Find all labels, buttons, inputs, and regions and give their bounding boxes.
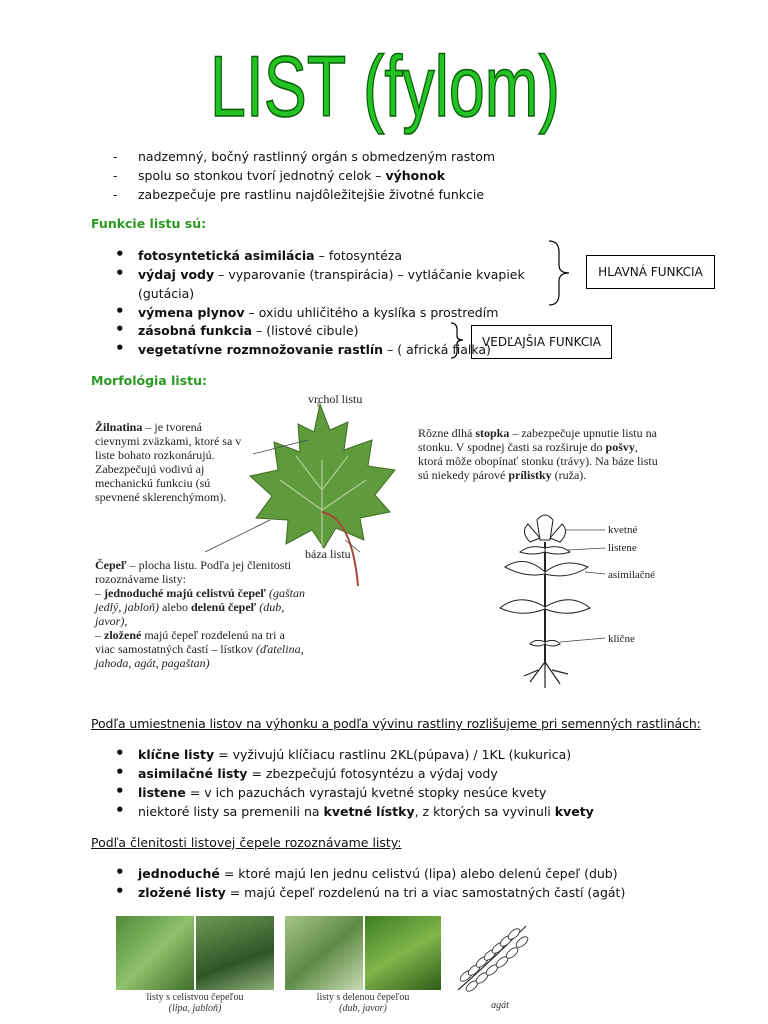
function-item: • výmena plynov – oxidu uhličitého a kyslíka s prostredím — [113, 303, 563, 322]
photo-lipa — [116, 916, 194, 990]
agat-leaf-drawing — [452, 920, 532, 996]
figure-text-stopka: Rôzne dlhá stopka – zabezpečuje upnutie listu na stonku. V spodnej časti sa rozširuje do pošvy, ktorá môže obopínať stonku (trávy). Na báze listu sú niekedy párové prílistky (ruža). — [418, 426, 658, 482]
position-item: • klíčne listy = vyživujú klíčiacu rastlinu 2KL(púpava) / 1KL (kukurica) — [113, 745, 673, 764]
main-functions-list — [113, 246, 563, 322]
caption-delena: listy s delenou čepeľou (dub, javor) — [316, 992, 410, 1014]
intro-item: - spolu so stonkou tvorí jednotný celok – výhonok — [113, 166, 673, 185]
position-heading: Podľa umiestnenia listov na výhonku a podľa vývinu rastliny rozlišujeme pri semenných rastlinách: — [91, 716, 701, 731]
plant-label-klicne: klíčne — [608, 633, 635, 645]
position-item: • niektoré listy sa premenili na kvetné lístky, z ktorých sa vyvinuli kvety — [113, 802, 673, 821]
intro-item: - nadzemný, bočný rastlinný orgán s obmedzeným rastom — [113, 147, 673, 166]
plant-label-kvetne: kvetné — [608, 524, 638, 536]
svg-text:LIST (fylom): LIST (fylom) — [210, 39, 560, 135]
function-item: • fotosyntetická asimilácia – fotosyntéza — [113, 246, 563, 265]
photo-dub — [285, 916, 363, 990]
position-item: • asimilačné listy = zbezpečujú fotosyntézu a výdaj vody — [113, 764, 673, 783]
division-item: • zložené listy = majú čepeľ rozdelenú na tri a viac samostatných častí (agát) — [113, 883, 673, 902]
division-list — [113, 864, 673, 902]
brace-main — [545, 238, 575, 308]
morphology-heading: Morfológia listu: — [91, 373, 207, 388]
photo-jablon — [196, 916, 274, 990]
caption-celistva: listy s celistvou čepeľou (lipa, jabloň) — [146, 992, 244, 1014]
side-function-label: VEDĽAJŠIA FUNKCIA — [471, 325, 612, 359]
function-item: • výdaj vody – vyparovanie (transpirácia) – vytláčanie kvapiek (gutácia) — [113, 265, 563, 303]
figure-text-zilnatina: Žilnatina – je tvorená cievnymi zväzkami, ktoré sa v liste bohato rozkonárujú. Zabezpečujú vodivú aj mechanickú funkciu (sú spevnené sklerenchýmom). — [95, 420, 242, 504]
division-item: • jednoduché = ktoré majú len jednu celistvú (lipa) alebo delenú čepeľ (dub) — [113, 864, 673, 883]
division-heading: Podľa členitosti listovej čepele rozoznávame listy: — [91, 835, 402, 850]
intro-item: - zabezpečuje pre rastlinu najdôležitejšie životné funkcie — [113, 185, 673, 204]
function-item: • vegetatívne rozmnožovanie rastlín – ( africká fialka) — [113, 340, 513, 359]
main-function-label: HLAVNÁ FUNKCIA — [586, 255, 715, 289]
brace-side — [448, 321, 468, 361]
plant-label-asimilacne: asimilačné — [608, 569, 656, 581]
photo-javor — [365, 916, 441, 990]
figure-text-cepel: Čepeľ – plocha listu. Podľa jej členitosti rozoznávame listy: – jednoduché majú celistvú čepeľ (gaštan jedlý, jabloň) alebo delenú čepeľ (dub, javor), – zložené majú čepeľ rozdelenú na tri a viac samostatných častí – lístkov (ďatelina, jahoda, agát, pagaštan) — [95, 558, 305, 670]
plant-diagram-image — [490, 512, 620, 692]
intro-list — [113, 147, 673, 204]
figure-label-vrchol: vrchol listu — [308, 392, 363, 406]
position-list — [113, 745, 673, 821]
caption-agat: agát — [491, 1000, 509, 1011]
page-title — [190, 38, 580, 135]
function-item: • zásobná funkcia – (listové cibule) — [113, 321, 513, 340]
plant-label-listene: listene — [608, 542, 637, 554]
figure-label-baza: báza listu — [305, 547, 351, 561]
position-item: • listene = v ich pazuchách vyrastajú kvetné stopky nesúce kvety — [113, 783, 673, 802]
functions-heading: Funkcie listu sú: — [91, 216, 207, 231]
